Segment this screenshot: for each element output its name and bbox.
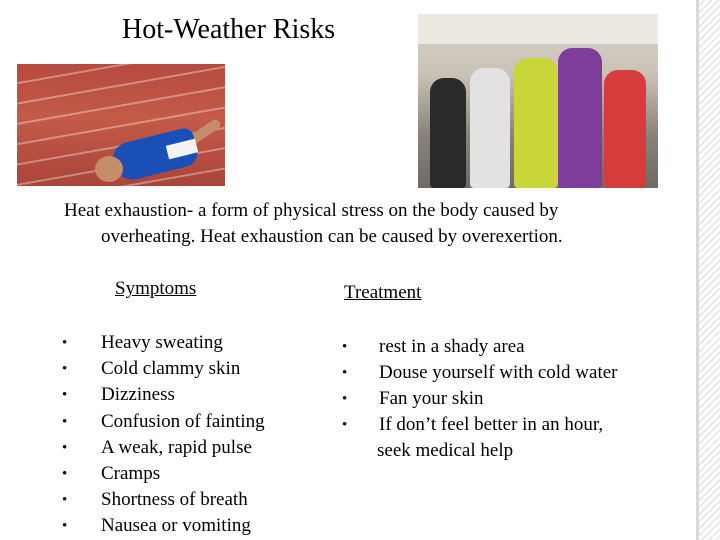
symptom-text: Heavy sweating: [101, 332, 223, 353]
symptom-text: Cramps: [101, 462, 161, 484]
bullet-icon: •: [342, 339, 348, 355]
symptoms-heading: Symptoms: [115, 278, 197, 299]
intro-line-1: Heat exhaustion- a form of physical stress on the body caused by: [64, 200, 559, 221]
bullet-icon: •: [62, 465, 68, 482]
symptom-text: Dizziness: [101, 384, 175, 406]
bullet-icon: •: [62, 518, 68, 535]
treatment-text: Fan your skin: [379, 388, 484, 409]
treatment-item: [342, 386, 618, 412]
treatment-continuation: seek medical help: [377, 440, 514, 461]
symptom-text: A weak, rapid pulse: [101, 436, 252, 458]
treatment-heading: Treatment: [344, 282, 422, 303]
collapsed-runner-photo: [17, 64, 225, 186]
symptom-text: Nausea or vomiting: [101, 515, 251, 537]
bullet-icon: •: [62, 492, 68, 509]
bullet-icon: •: [62, 413, 68, 430]
bullet-icon: •: [62, 439, 68, 456]
bullet-icon: •: [342, 365, 348, 381]
marathon-runners-photo: [418, 14, 658, 188]
bullet-icon: •: [62, 335, 68, 351]
treatment-item: [342, 360, 618, 386]
slide-title: Hot-Weather Risks: [122, 14, 336, 45]
decorative-border: [696, 0, 720, 540]
treatment-item: [342, 412, 618, 464]
intro-text: [64, 198, 664, 250]
treatment-text: Douse yourself with cold water: [379, 362, 618, 383]
treatment-list: [342, 334, 618, 464]
bullet-icon: •: [342, 391, 348, 407]
bullet-icon: •: [62, 387, 68, 404]
bullet-icon: •: [342, 417, 348, 433]
symptom-text: Confusion of fainting: [101, 410, 265, 432]
symptom-text: Cold clammy skin: [101, 358, 241, 380]
treatment-text: rest in a shady area: [379, 336, 525, 357]
treatment-text: If don’t feel better in an hour,: [379, 414, 604, 435]
intro-line-2: overheating. Heat exhaustion can be caused by overexertion.: [101, 226, 563, 247]
treatment-item: [342, 334, 618, 360]
symptom-text: Shortness of breath: [101, 489, 248, 511]
bullet-icon: •: [62, 361, 68, 378]
